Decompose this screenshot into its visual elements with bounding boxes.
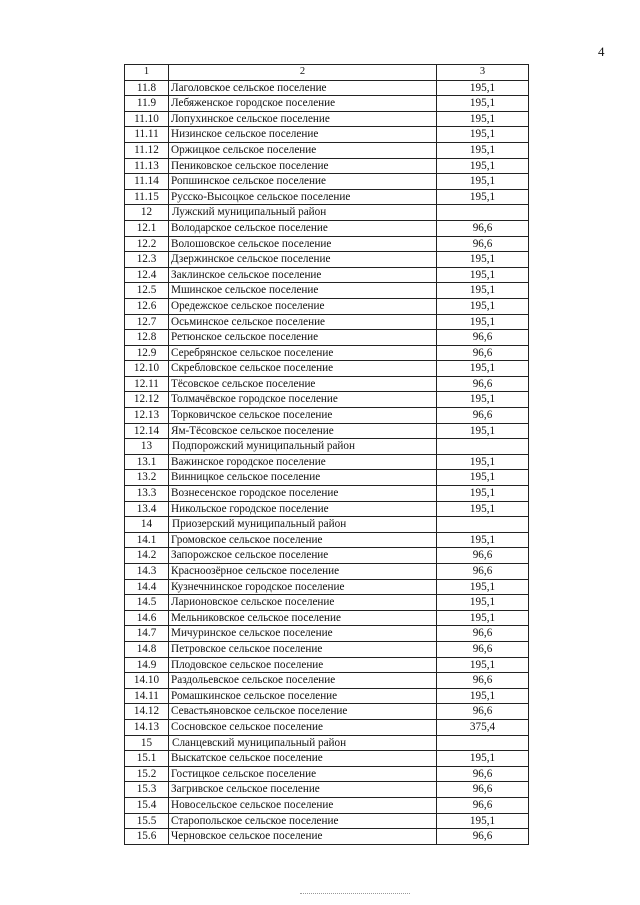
table-row <box>125 595 529 611</box>
table-row <box>125 220 529 236</box>
row-name-cell: Выскатское сельское поселение <box>169 751 437 767</box>
row-value-cell <box>437 735 529 751</box>
table-row <box>125 408 529 424</box>
row-name-cell: Оржицкое сельское поселение <box>169 142 437 158</box>
row-name-cell: Толмачёвское городское поселение <box>169 392 437 408</box>
row-number-cell: 15.3 <box>125 782 169 798</box>
table-row <box>125 423 529 439</box>
row-name-cell: Пениковское сельское поселение <box>169 158 437 174</box>
row-number-cell: 15.1 <box>125 751 169 767</box>
row-name-cell: Дзержинское сельское поселение <box>169 252 437 268</box>
row-value-cell: 195,1 <box>437 80 529 96</box>
row-number-cell: 11.11 <box>125 127 169 143</box>
row-value-cell: 96,6 <box>437 330 529 346</box>
row-name-cell: Запорожское сельское поселение <box>169 548 437 564</box>
row-value-cell <box>437 205 529 221</box>
row-number-cell: 12.2 <box>125 236 169 252</box>
row-number-cell: 14.5 <box>125 595 169 611</box>
table-body <box>125 65 529 845</box>
row-number-cell: 14.11 <box>125 688 169 704</box>
row-name-cell: Тёсовское сельское поселение <box>169 376 437 392</box>
row-name-cell: Важинское городское поселение <box>169 454 437 470</box>
row-number-cell: 12.1 <box>125 220 169 236</box>
table-row <box>125 392 529 408</box>
row-name-cell: Приозерский муниципальный район <box>169 517 437 533</box>
row-value-cell: 195,1 <box>437 142 529 158</box>
row-name-cell: Раздольевское сельское поселение <box>169 673 437 689</box>
row-number-cell: 12.11 <box>125 376 169 392</box>
row-value-cell: 195,1 <box>437 610 529 626</box>
row-value-cell: 195,1 <box>437 361 529 377</box>
row-name-cell: Володарское сельское поселение <box>169 220 437 236</box>
table-row <box>125 501 529 517</box>
row-name-cell: Новосельское сельское поселение <box>169 797 437 813</box>
row-number-cell: 12 <box>125 205 169 221</box>
row-value-cell: 195,1 <box>437 657 529 673</box>
row-number-cell: 11.15 <box>125 189 169 205</box>
table-row <box>125 236 529 252</box>
row-name-cell: Черновское сельское поселение <box>169 829 437 845</box>
row-value-cell: 96,6 <box>437 704 529 720</box>
row-name-cell: Громовское сельское поселение <box>169 532 437 548</box>
row-name-cell: Мельниковское сельское поселение <box>169 610 437 626</box>
table-row <box>125 454 529 470</box>
row-name-cell: Лужский муниципальный район <box>169 205 437 221</box>
table-row <box>125 766 529 782</box>
row-number-cell: 14.8 <box>125 641 169 657</box>
row-value-cell: 195,1 <box>437 189 529 205</box>
row-number-cell: 14.13 <box>125 719 169 735</box>
row-number-cell: 11.13 <box>125 158 169 174</box>
row-value-cell: 96,6 <box>437 548 529 564</box>
row-number-cell: 11.9 <box>125 96 169 112</box>
table-row <box>125 158 529 174</box>
row-name-cell: Ям-Тёсовское сельское поселение <box>169 423 437 439</box>
table-row <box>125 610 529 626</box>
row-value-cell: 96,6 <box>437 829 529 845</box>
row-name-cell: Лебяженское городское поселение <box>169 96 437 112</box>
table-row <box>125 314 529 330</box>
row-name-cell: Никольское городское поселение <box>169 501 437 517</box>
row-name-cell: Мшинское сельское поселение <box>169 283 437 299</box>
table-row <box>125 345 529 361</box>
row-name-cell: Вознесенское городское поселение <box>169 486 437 502</box>
table-row <box>125 361 529 377</box>
row-number-cell: 11.14 <box>125 174 169 190</box>
row-value-cell: 96,6 <box>437 641 529 657</box>
row-number-cell: 12.12 <box>125 392 169 408</box>
row-name-cell: Сланцевский муниципальный район <box>169 735 437 751</box>
district-row <box>125 205 529 221</box>
row-number-cell: 14.7 <box>125 626 169 642</box>
table-row <box>125 532 529 548</box>
row-name-cell: Ропшинское сельское поселение <box>169 174 437 190</box>
table-row <box>125 174 529 190</box>
row-value-cell: 96,6 <box>437 408 529 424</box>
row-name-cell: Красноозёрное сельское поселение <box>169 564 437 580</box>
row-value-cell: 195,1 <box>437 392 529 408</box>
row-value-cell: 195,1 <box>437 501 529 517</box>
row-number-cell: 11.12 <box>125 142 169 158</box>
row-value-cell: 195,1 <box>437 454 529 470</box>
row-value-cell: 195,1 <box>437 486 529 502</box>
row-name-cell: Винницкое сельское поселение <box>169 470 437 486</box>
row-value-cell: 195,1 <box>437 283 529 299</box>
table-row <box>125 376 529 392</box>
row-name-cell: Лаголовское сельское поселение <box>169 80 437 96</box>
row-number-cell: 11.10 <box>125 111 169 127</box>
row-name-cell: Русско-Высоцкое сельское поселение <box>169 189 437 205</box>
row-number-cell: 12.10 <box>125 361 169 377</box>
row-number-cell: 14.9 <box>125 657 169 673</box>
table-row <box>125 626 529 642</box>
row-number-cell: 13.2 <box>125 470 169 486</box>
row-name-cell: Низинское сельское поселение <box>169 127 437 143</box>
row-value-cell: 195,1 <box>437 111 529 127</box>
row-value-cell: 195,1 <box>437 532 529 548</box>
row-name-cell: Мичуринское сельское поселение <box>169 626 437 642</box>
row-value-cell: 96,6 <box>437 564 529 580</box>
row-name-cell: Оредежское сельское поселение <box>169 298 437 314</box>
row-number-cell: 12.3 <box>125 252 169 268</box>
table-row <box>125 657 529 673</box>
table-row <box>125 298 529 314</box>
table-row <box>125 548 529 564</box>
row-name-cell: Севастьяновское сельское поселение <box>169 704 437 720</box>
row-value-cell: 195,1 <box>437 158 529 174</box>
row-number-cell: 14.4 <box>125 579 169 595</box>
row-name-cell: Кузнечнинское городское поселение <box>169 579 437 595</box>
header-cell-number: 1 <box>125 65 169 81</box>
row-number-cell: 15.2 <box>125 766 169 782</box>
district-row <box>125 735 529 751</box>
row-value-cell: 96,6 <box>437 766 529 782</box>
row-number-cell: 11.8 <box>125 80 169 96</box>
row-number-cell: 13.3 <box>125 486 169 502</box>
row-name-cell: Серебрянское сельское поселение <box>169 345 437 361</box>
row-value-cell: 195,1 <box>437 96 529 112</box>
table-row <box>125 252 529 268</box>
row-number-cell: 12.4 <box>125 267 169 283</box>
row-value-cell: 195,1 <box>437 595 529 611</box>
row-value-cell <box>437 517 529 533</box>
table-row <box>125 80 529 96</box>
table-row <box>125 704 529 720</box>
row-number-cell: 14.3 <box>125 564 169 580</box>
table-header-row <box>125 65 529 81</box>
row-value-cell <box>437 439 529 455</box>
table-row <box>125 470 529 486</box>
table-row <box>125 189 529 205</box>
row-value-cell: 195,1 <box>437 267 529 283</box>
row-number-cell: 12.14 <box>125 423 169 439</box>
row-number-cell: 13 <box>125 439 169 455</box>
row-name-cell: Осьминское сельское поселение <box>169 314 437 330</box>
row-number-cell: 12.7 <box>125 314 169 330</box>
row-value-cell: 96,6 <box>437 345 529 361</box>
row-name-cell: Загривское сельское поселение <box>169 782 437 798</box>
row-number-cell: 14 <box>125 517 169 533</box>
row-value-cell: 195,1 <box>437 127 529 143</box>
row-number-cell: 13.4 <box>125 501 169 517</box>
scan-artifact-marks <box>300 893 410 897</box>
row-number-cell: 14.10 <box>125 673 169 689</box>
row-name-cell: Ларионовское сельское поселение <box>169 595 437 611</box>
table-row <box>125 641 529 657</box>
table-row <box>125 283 529 299</box>
row-name-cell: Плодовское сельское поселение <box>169 657 437 673</box>
row-value-cell: 96,6 <box>437 236 529 252</box>
row-value-cell: 195,1 <box>437 298 529 314</box>
row-number-cell: 14.2 <box>125 548 169 564</box>
row-value-cell: 195,1 <box>437 252 529 268</box>
row-number-cell: 15.6 <box>125 829 169 845</box>
table-row <box>125 486 529 502</box>
row-number-cell: 15.4 <box>125 797 169 813</box>
row-number-cell: 12.6 <box>125 298 169 314</box>
table-row <box>125 111 529 127</box>
table-row <box>125 330 529 346</box>
table-row <box>125 96 529 112</box>
district-row <box>125 439 529 455</box>
row-name-cell: Лопухинское сельское поселение <box>169 111 437 127</box>
row-number-cell: 14.12 <box>125 704 169 720</box>
row-value-cell: 375,4 <box>437 719 529 735</box>
settlements-table <box>124 64 529 845</box>
table-row <box>125 813 529 829</box>
row-name-cell: Сосновское сельское поселение <box>169 719 437 735</box>
row-name-cell: Ромашкинское сельское поселение <box>169 688 437 704</box>
row-number-cell: 12.5 <box>125 283 169 299</box>
row-name-cell: Торковичское сельское поселение <box>169 408 437 424</box>
table-row <box>125 142 529 158</box>
row-value-cell: 195,1 <box>437 470 529 486</box>
row-value-cell: 195,1 <box>437 314 529 330</box>
district-row <box>125 517 529 533</box>
table-row <box>125 751 529 767</box>
row-value-cell: 195,1 <box>437 423 529 439</box>
row-value-cell: 195,1 <box>437 813 529 829</box>
row-value-cell: 96,6 <box>437 220 529 236</box>
row-value-cell: 96,6 <box>437 782 529 798</box>
row-name-cell: Подпорожский муниципальный район <box>169 439 437 455</box>
row-name-cell: Гостицкое сельское поселение <box>169 766 437 782</box>
row-value-cell: 195,1 <box>437 688 529 704</box>
row-name-cell: Скребловское сельское поселение <box>169 361 437 377</box>
row-value-cell: 195,1 <box>437 751 529 767</box>
row-number-cell: 13.1 <box>125 454 169 470</box>
row-value-cell: 96,6 <box>437 673 529 689</box>
table-row <box>125 719 529 735</box>
row-name-cell: Старопольское сельское поселение <box>169 813 437 829</box>
table-row <box>125 797 529 813</box>
row-value-cell: 195,1 <box>437 174 529 190</box>
row-name-cell: Волошовское сельское поселение <box>169 236 437 252</box>
row-number-cell: 15.5 <box>125 813 169 829</box>
row-value-cell: 96,6 <box>437 797 529 813</box>
table-row <box>125 673 529 689</box>
row-name-cell: Петровское сельское поселение <box>169 641 437 657</box>
row-value-cell: 195,1 <box>437 579 529 595</box>
page-number: 4 <box>598 44 605 59</box>
row-number-cell: 12.13 <box>125 408 169 424</box>
row-number-cell: 12.8 <box>125 330 169 346</box>
table-row <box>125 127 529 143</box>
header-cell-name: 2 <box>169 65 437 81</box>
table-row <box>125 782 529 798</box>
table-row <box>125 688 529 704</box>
row-number-cell: 14.6 <box>125 610 169 626</box>
row-number-cell: 14.1 <box>125 532 169 548</box>
row-name-cell: Ретюнское сельское поселение <box>169 330 437 346</box>
table-row <box>125 564 529 580</box>
header-cell-value: 3 <box>437 65 529 81</box>
row-number-cell: 12.9 <box>125 345 169 361</box>
row-name-cell: Заклинское сельское поселение <box>169 267 437 283</box>
row-value-cell: 96,6 <box>437 626 529 642</box>
row-value-cell: 96,6 <box>437 376 529 392</box>
table-row <box>125 579 529 595</box>
row-number-cell: 15 <box>125 735 169 751</box>
table-row <box>125 829 529 845</box>
table-row <box>125 267 529 283</box>
